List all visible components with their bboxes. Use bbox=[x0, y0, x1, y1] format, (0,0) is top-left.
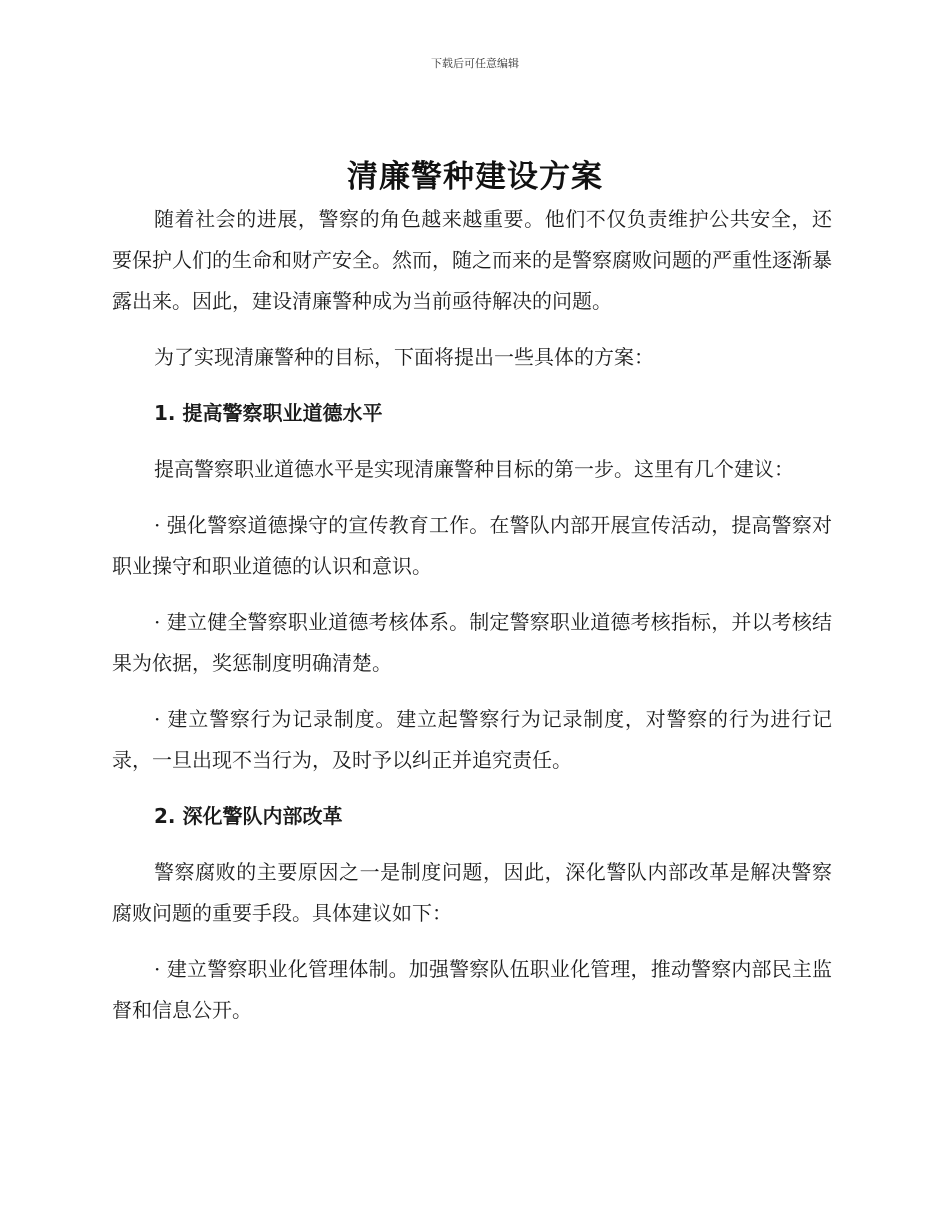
page-header-note: 下载后可任意编辑 bbox=[431, 57, 519, 70]
document-body bbox=[112, 199, 832, 1046]
section-heading-1: 1. 提高警察职业道德水平 bbox=[154, 401, 383, 425]
intro-paragraph: 随着社会的进展，警察的角色越来越重要。他们不仅负责维护公共安全，还要保护人们的生命和财产安全。然而，随之而来的是警察腐败问题的严重性逐渐暴露出来。因此，建设清廉警种成为当前亟待解决的问题。 bbox=[112, 207, 832, 313]
section-1-intro: 提高警察职业道德水平是实现清廉警种目标的第一步。这里有几个建议： bbox=[154, 457, 794, 481]
document-title: 清廉警种建设方案 bbox=[347, 159, 603, 195]
bullet-item: · 强化警察道德操守的宣传教育工作。在警队内部开展宣传活动，提高警察对职业操守和职业道德的认识和意识。 bbox=[112, 513, 832, 578]
bullet-item: · 建立警察职业化管理体制。加强警察队伍职业化管理，推动警察内部民主监督和信息公开。 bbox=[112, 957, 832, 1022]
section-heading-2: 2. 深化警队内部改革 bbox=[154, 804, 343, 828]
bullet-item: · 建立警察行为记录制度。建立起警察行为记录制度，对警察的行为进行记录，一旦出现不当行为，及时予以纠正并追究责任。 bbox=[112, 707, 832, 772]
section-2-intro: 警察腐败的主要原因之一是制度问题，因此，深化警队内部改革是解决警察腐败问题的重要手段。具体建议如下： bbox=[112, 860, 832, 925]
proposal-lead-paragraph: 为了实现清廉警种的目标，下面将提出一些具体的方案： bbox=[154, 345, 654, 369]
bullet-item: · 建立健全警察职业道德考核体系。制定警察职业道德考核指标，并以考核结果为依据，奖惩制度明确清楚。 bbox=[112, 610, 832, 675]
